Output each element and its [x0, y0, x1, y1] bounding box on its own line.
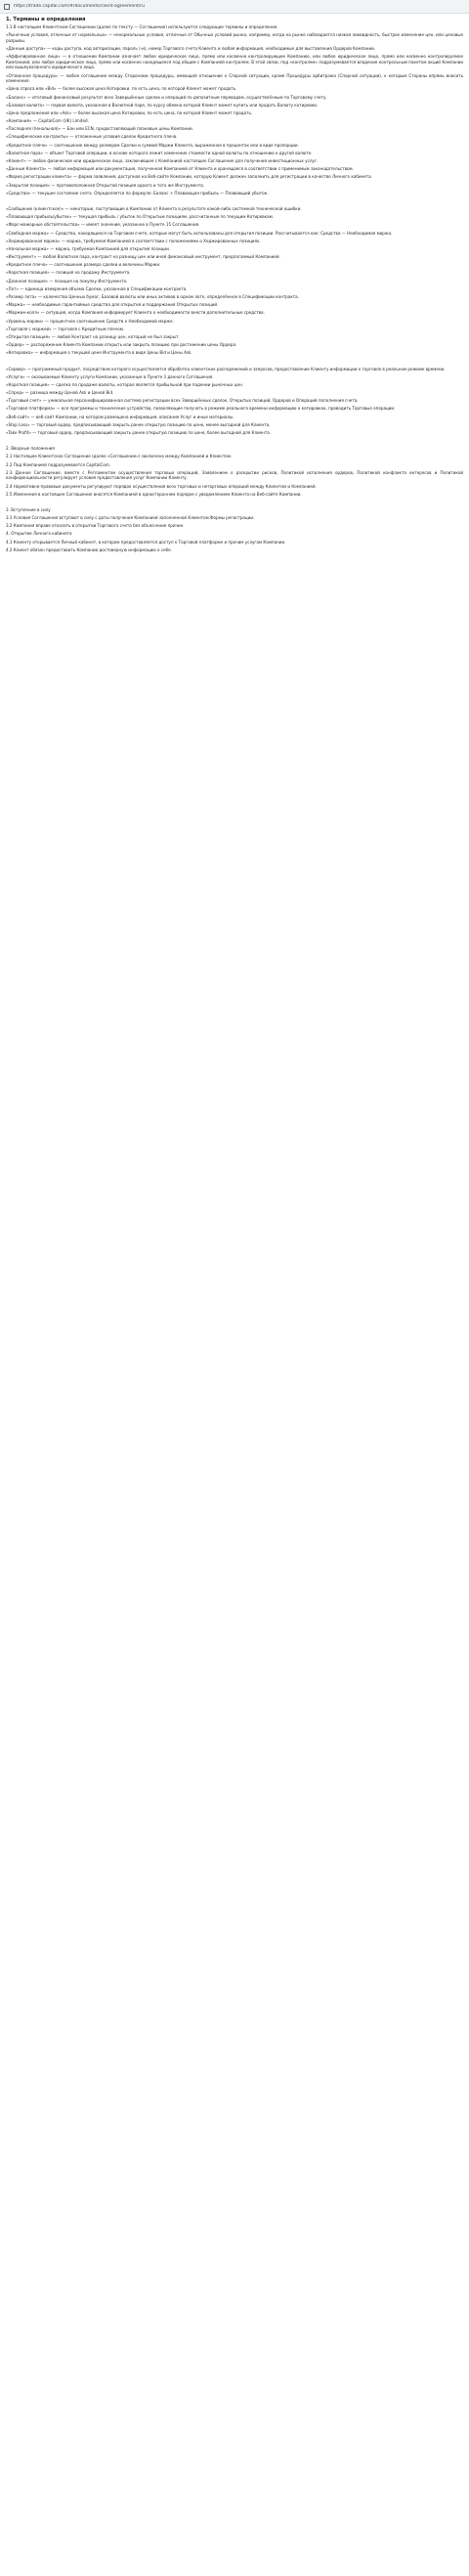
- paragraph: «Данные доступа» — коды доступа, код авторизации, пароль (-и), номер Торгового счета Клиента и любая информация, необходимые для выставления Ордеров Компании.: [6, 45, 376, 51]
- paragraph: «Лот» — единица измерения объема Сделки, указанная в Спецификации контракта.: [6, 285, 188, 291]
- paragraph: «Сообщение (клиентское)» — некоторые, поступающие в Компанию от Клиента в результате какой-либо системной технической ошибки.: [6, 205, 302, 211]
- paragraph: «Маржин-колл» — ситуация, когда Компания информирует Клиента о необходимости внести дополнительные средства.: [6, 310, 265, 316]
- paragraph: «Stop Loss» — торговый ордер, предписывающий закрыть ранее открытую позицию по цене, менее выгодной для Клиента.: [6, 421, 271, 427]
- paragraph: 3.1 Условия Соглашения вступают в силу с даты получения Компанией заполненной Клиентом Формы регистрации.: [6, 515, 255, 521]
- paragraph: «Базовая валюта» — первая валюта, указанная в Валютной паре, по курсу обмена которой Клиент может купить или продать Валюту котировки.: [6, 102, 319, 108]
- paragraph: «Рыночные условия, отличные от нормальных» — ненормальные условия, отличные от Обычных условий рынка, например, когда на рынке наблюдается низкая ликвидность, быстрое изменение цен, или ценовые разрывы.: [6, 32, 463, 43]
- lock-icon: [4, 4, 10, 10]
- document-section: [6, 367, 463, 436]
- url-text: https://trade.capital.com/#/documents/client-agreement/ru: [14, 4, 145, 9]
- paragraph: 4.2 Клиент обязан предоставить Компании достоверную информацию о себе.: [6, 546, 172, 552]
- paragraph: 2.1 Настоящее Клиентское Соглашение (далее «Соглашение») заключено между Компанией и Клиентом.: [6, 454, 233, 459]
- section-spacer: [6, 500, 463, 507]
- paragraph: 2.3 Данное Соглашение, вместе с Регламентом осуществления торговых операций, Заявлением о раскрытии рисков, Политикой исполнения ордеров, Политикой конфликта интересов и Политикой конфиденциальности регулирует условия предоставления услуг Компании Клиенту.: [6, 469, 463, 481]
- paragraph: «Специфические контракты» — отложенные условия сделок Кредитного плеча.: [6, 134, 178, 140]
- paragraph: «Маржа» — необходимые гарантийные средства для открытия и поддержания Открытых позиций.: [6, 302, 219, 308]
- paragraph: «Отзвонная процедура» — любое соглашение между Сторонами процедуры, имеющей отношение к Спорной ситуации, кроме Процедуры арбитража (Спорной ситуации), к которым Стороны впрямь вносить изменения.: [6, 72, 463, 84]
- document-sections: [6, 24, 463, 552]
- paragraph: «Закрытая позиция» — противоположная Открытой позиция одного и того же Инструмента.: [6, 182, 205, 188]
- browser-address-bar[interactable]: [0, 0, 469, 14]
- paragraph: «Размер лота» — количество Ценных бумаг, Базовой валюты или иных активов в одном лоте, определённое в Спецификации контракта.: [6, 294, 299, 299]
- paragraph: «Веб-сайт» — веб-сайт Компании, на котором размещена информация, описание Услуг и иные материалы.: [6, 414, 234, 419]
- paragraph: «Take Profit» — торговый ордер, предписывающий закрыть ранее открытую позицию по цене, более выгодной для Клиента.: [6, 430, 272, 435]
- paragraph: «Торговая платформа» — все программы и технические устройства, позволяющие получать в режиме реального времени информацию о котировках, проводить Торговые операции.: [6, 406, 396, 412]
- paragraph: 4. Открытие Личного кабинета: [6, 531, 72, 537]
- paragraph: «Форма регистрации клиента» — форма заявления, доступная на Веб-сайте Компании, которую Клиент должен заполнить для регистрации в качестве Личного кабинета.: [6, 174, 372, 180]
- paragraph: «Хеджированная маржа» — маржа, требуемая Компанией в соответствии с положениями о Хеджированных позициях.: [6, 238, 261, 243]
- paragraph: «Котировка» — информация о текущей цене Инструмента в виде Цены Bid и Цены Ask.: [6, 350, 192, 356]
- document-section: [6, 446, 463, 497]
- paragraph: «Средства» — текущее состояние счета. Определяется по формуле: Баланс + Плавающая прибыль — Плавающий убыток.: [6, 190, 269, 196]
- paragraph: «Начальная маржа» — маржа, требуемая Компанией для открытия позиции.: [6, 245, 171, 251]
- document-section: [6, 24, 463, 196]
- paragraph: «Открытая позиция» — любой Контракт на разницу цен, который не был закрыт.: [6, 333, 180, 339]
- paragraph: «Кредитное плечо» — соотношение размера сделки и величины Маржи.: [6, 262, 161, 268]
- document-section: [6, 507, 463, 553]
- paragraph: «Форс-мажорные обстоятельства» — имеет значение, указанное в Пункте 15 Соглашения.: [6, 222, 200, 228]
- paragraph: 2.2 Под Компанией подразумевается CapitalCom.: [6, 461, 111, 467]
- agreement-document: [0, 14, 469, 559]
- paragraph: 2.5 Изменения в настоящее Соглашение вносятся Компанией в одностороннем порядке с уведомлением Клиента на Веб-сайте Компании.: [6, 491, 302, 497]
- paragraph: «Инструмент» — любая Валютная пара, контракт на разницу цен или иной финансовый инструмент, предлагаемый Компанией.: [6, 254, 280, 260]
- paragraph: 3. Вступление в силу: [6, 506, 51, 512]
- paragraph: 2. Вводные положения: [6, 446, 55, 452]
- paragraph: «Ордер» — распоряжение Клиента Компании открыть или закрыть позицию при достижении цены Ордера.: [6, 342, 237, 348]
- paragraph: «Цена предложения или «Ask» — более высокая цена Котировки, по есть цена, по которой Клиент может продать.: [6, 109, 253, 115]
- paragraph: «Кредитное плечо» — соотношение между размером Сделки и суммой Маржи Клиента, выраженное в процентах или в виде пропорции.: [6, 142, 299, 148]
- paragraph: «Данные Клиента» — любая информация или документация, полученная Компанией от Клиента и хранящаяся в соответствии с применимым законодательством.: [6, 166, 354, 172]
- paragraph: «Свободная маржа» — Средства, находящиеся на Торговом счете, которые могут быть использованы для открытия позиции. Рассчитывается как: Средства — Необходимая маржа.: [6, 230, 393, 236]
- paragraph: 1.1 В настоящем Клиентском Соглашении (далее по тексту — Соглашение) используются следующие термины и определения.: [6, 24, 278, 29]
- paragraph: 3.2 Компания вправе отказать в открытии Торгового счета без объяснения причин.: [6, 523, 185, 529]
- paragraph: «Длинная позиция» — позиция на покупку Инструмента.: [6, 278, 128, 284]
- paragraph: «Торговля с маржей» — торговля с Кредитным плечом.: [6, 326, 125, 331]
- paragraph: 2.4 Нормативно-правовые документы регулируют порядок осуществления всех торговых и неторговых операций между Клиентом и Компанией.: [6, 483, 317, 489]
- paragraph: «Клиент» — любое физическое или юридическое лицо, заключившее с Компанией настоящее Соглашение для получения инвестиционных услуг.: [6, 158, 319, 163]
- paragraph: «Цена спроса или «Bid» — более высокая цена Котировки, по есть цена, по которой Клиент может продать.: [6, 86, 237, 92]
- paragraph: «Спред» — разница между Ценой Ask и Ценой Bid.: [6, 390, 114, 396]
- section-spacer: [6, 198, 463, 206]
- paragraph: «Аффилированное лицо» — в отношении Компании означает любое юридическое лицо, прямо или косвенно контролирующее Компанию, или любое юридическое лицо, прямо или косвенно контролируемое Компанией, или любое юридическое лицо, прямо или косвенно находящееся под общим с Компанией контролем. В этой связи, под «контролем» подразумевается владение контрольным пакетом акций Компании или вышеуказанного юридического лица.: [6, 54, 463, 70]
- section-spacer: [6, 438, 463, 446]
- paragraph: «Баланс» — итоговый финансовый результат всех Завершённых сделок и операций по депозитным переводам, осуществлённым по Торговому счету.: [6, 94, 327, 100]
- paragraph: «Торговый счет» — уникальная персонифицированная система регистрации всех Завершённых сделок, Открытых позиций, Ордеров и Операций пополнения счета.: [6, 398, 359, 404]
- paragraph: «Последняя (пенальная)» — Бан или ECN, предоставляющий плановые цены Компании.: [6, 126, 193, 132]
- paragraph: «Компания» — CapitalCom (UK) Limited.: [6, 118, 89, 124]
- paragraph: «Услуги» — оказываемые Клиенту услуги Компании, указанные в Пункте 3 данного Соглашения.: [6, 373, 214, 379]
- paragraph: «Короткая позиция» — сделка по продаже валюты, которая является прибыльной при падении рыночных цен.: [6, 381, 243, 387]
- section-heading: 1. Термины и определения: [6, 17, 86, 22]
- paragraph: «Уровень маржи» — процентное соотношение Средств к Необходимой марже.: [6, 318, 174, 324]
- paragraph: «Валютная пара» — объект Торговой операции, в основе которого лежит изменение стоимости одной валюты по отношению к другой валюте.: [6, 150, 313, 155]
- section-spacer: [6, 359, 463, 367]
- paragraph: 4.1 Клиенту открывается Личный кабинет, в котором предоставляется доступ к Торговой платформе и прочим услугам Компании.: [6, 539, 286, 545]
- paragraph: «Сервер» — программный продукт, посредством которого осуществляется обработка клиентских распоряжений и запросов, предоставление Клиенту информации о торговле в реальном режиме времени.: [6, 366, 446, 371]
- paragraph: «Короткая позиция» — позиция на продажу Инструмента.: [6, 270, 131, 276]
- document-section: [6, 206, 463, 356]
- paragraph: «Плавающая прибыль/убыток» — текущая прибыль / убыток по Открытым позициям, рассчитанные по текущим Котировкам.: [6, 214, 275, 220]
